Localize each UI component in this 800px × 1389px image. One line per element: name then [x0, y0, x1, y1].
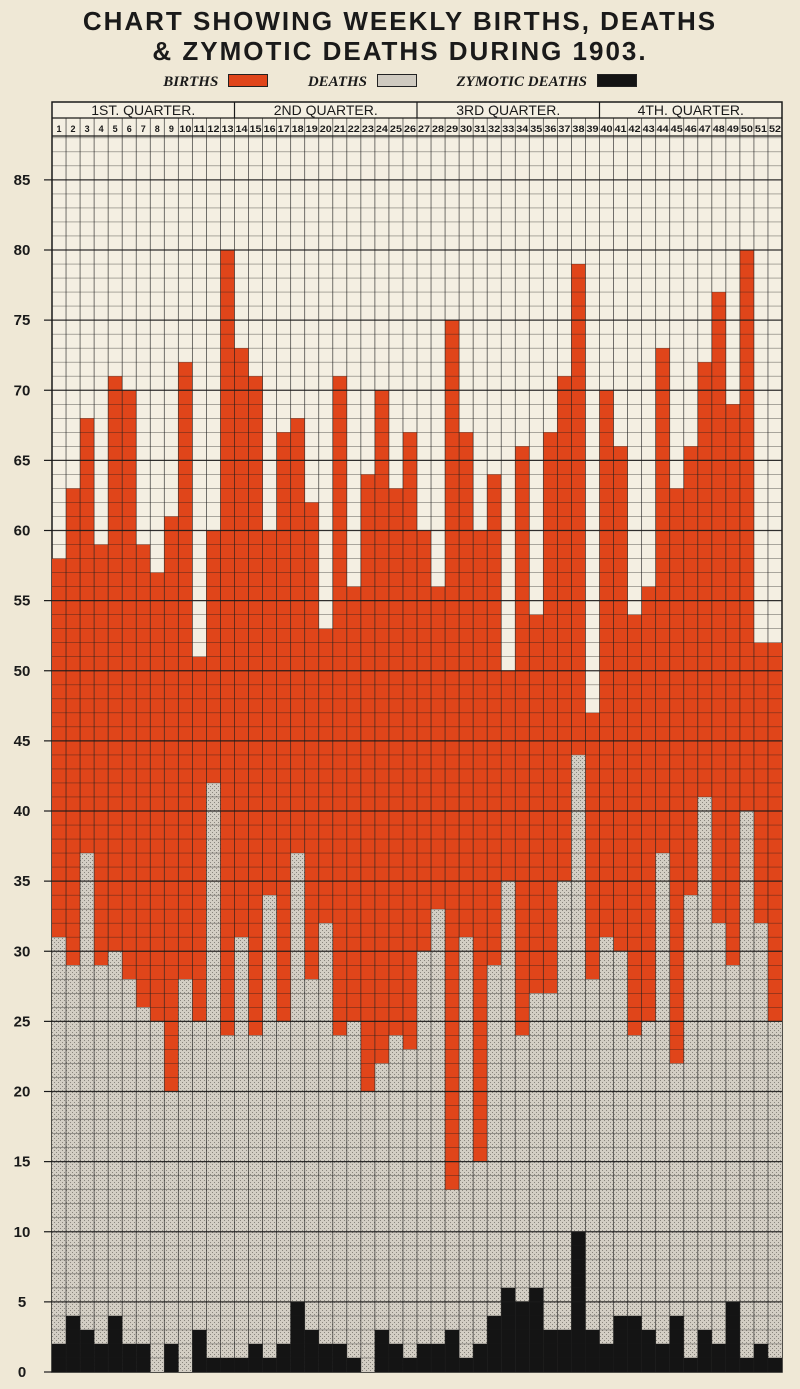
zymotic-deaths-bar	[263, 1358, 277, 1372]
zymotic-deaths-bar	[585, 1330, 599, 1372]
week-label: 11	[193, 124, 206, 134]
births-bar	[670, 488, 684, 1063]
zymotic-deaths-bar	[642, 1330, 656, 1372]
week-label: 48	[712, 124, 725, 134]
y-tick-label: 45	[13, 732, 31, 750]
week-label: 25	[389, 124, 402, 134]
week-label: 40	[600, 124, 613, 134]
births-bar	[136, 545, 150, 1008]
week-label: 17	[277, 124, 290, 134]
deaths-bar	[768, 1021, 782, 1372]
zymotic-deaths-bar	[726, 1302, 740, 1372]
zymotic-deaths-bar	[192, 1330, 206, 1372]
deaths-bar	[150, 1021, 164, 1372]
week-label: 35	[530, 124, 543, 134]
y-tick-label: 0	[17, 1364, 27, 1381]
week-label: 14	[235, 124, 248, 134]
week-label: 31	[474, 124, 487, 134]
y-tick-label: 25	[13, 1013, 31, 1031]
week-label: 52	[768, 124, 781, 134]
y-tick-label: 60	[13, 522, 31, 540]
y-tick-label: 30	[13, 943, 31, 961]
zymotic-deaths-bar	[740, 1358, 754, 1372]
week-label: 22	[347, 124, 360, 134]
zymotic-deaths-bar	[515, 1302, 529, 1372]
deaths-bar	[94, 965, 108, 1372]
births-bar	[585, 713, 599, 979]
zymotic-deaths-bar	[80, 1330, 94, 1372]
week-label: 21	[333, 124, 346, 134]
births-bar	[487, 474, 501, 965]
births-bar	[333, 376, 347, 1035]
quarter-label: 2ND QUARTER.	[273, 102, 378, 118]
y-tick-label: 40	[13, 803, 31, 820]
deaths-bar	[473, 1162, 487, 1372]
births-bar	[108, 376, 122, 951]
week-label: 51	[754, 124, 767, 134]
births-bar	[347, 587, 361, 1022]
week-label: 18	[291, 124, 304, 134]
births-bar	[52, 559, 66, 938]
births-bar	[642, 587, 656, 1022]
week-label: 50	[740, 124, 753, 134]
deaths-bar	[487, 965, 501, 1372]
week-label: 7	[140, 124, 146, 134]
zymotic-deaths-bar	[445, 1330, 459, 1372]
y-tick-label: 50	[13, 662, 31, 680]
week-label: 45	[670, 124, 683, 134]
week-label: 1	[56, 124, 62, 134]
births-bar	[249, 376, 263, 1035]
deaths-bar	[642, 1021, 656, 1372]
week-label: 12	[207, 124, 220, 134]
zymotic-deaths-bar	[235, 1358, 249, 1372]
deaths-bar	[656, 853, 670, 1372]
y-tick-label: 70	[13, 382, 31, 400]
week-label: 33	[502, 124, 515, 134]
week-label: 26	[403, 124, 416, 134]
y-tick-label: 80	[13, 242, 31, 259]
week-label: 42	[628, 124, 641, 134]
y-tick-label: 15	[13, 1153, 31, 1171]
week-label: 4	[98, 124, 104, 134]
week-label: 47	[698, 124, 711, 134]
chart-title-line-1: CHART SHOWING WEEKLY BIRTHS, DEATHS	[82, 6, 718, 36]
deaths-bar	[347, 1021, 361, 1372]
zymotic-deaths-bar	[347, 1358, 361, 1372]
y-tick-label: 75	[13, 312, 31, 330]
deaths-bar	[52, 937, 66, 1372]
births-bar	[291, 418, 305, 853]
week-label: 29	[446, 124, 459, 134]
deaths-bar	[557, 881, 571, 1372]
births-bar	[389, 488, 403, 1035]
zymotic-deaths-bar	[768, 1358, 782, 1372]
births-bar	[768, 643, 782, 1022]
deaths-bar	[698, 797, 712, 1372]
week-label: 6	[126, 124, 132, 134]
week-label: 36	[544, 124, 557, 134]
week-label: 30	[460, 124, 473, 134]
deaths-bar	[235, 937, 249, 1372]
week-label: 37	[558, 124, 571, 134]
y-tick-label: 85	[13, 171, 31, 189]
week-label: 24	[375, 124, 388, 134]
deaths-bar	[80, 853, 94, 1372]
births-bar	[529, 615, 543, 994]
week-label: 49	[726, 124, 739, 134]
deaths-bar	[66, 965, 80, 1372]
deaths-bar	[277, 1021, 291, 1372]
legend-label-births: BIRTHS	[163, 74, 219, 90]
zymotic-deaths-bar	[375, 1330, 389, 1372]
week-label: 10	[179, 124, 192, 134]
quarter-label: 4TH. QUARTER.	[637, 102, 744, 118]
week-label: 2	[70, 124, 76, 134]
zymotic-deaths-bar	[291, 1302, 305, 1372]
week-label: 13	[221, 124, 234, 134]
zymotic-deaths-bar	[543, 1330, 557, 1372]
week-label: 3	[84, 124, 90, 134]
zymotic-deaths-bar	[698, 1330, 712, 1372]
deaths-bar	[291, 853, 305, 1372]
week-label: 38	[572, 124, 585, 134]
zymotic-deaths-bar	[305, 1330, 319, 1372]
week-label: 28	[432, 124, 445, 134]
births-bar	[431, 587, 445, 910]
births-bar	[164, 516, 178, 1091]
y-tick-label: 35	[13, 873, 31, 891]
zymotic-deaths-bar	[403, 1358, 417, 1372]
week-label: 43	[642, 124, 655, 134]
deaths-bar	[459, 937, 473, 1372]
deaths-bar	[543, 993, 557, 1372]
week-label: 19	[305, 124, 318, 134]
week-label: 41	[614, 124, 627, 134]
deaths-bar	[403, 1049, 417, 1372]
week-label: 46	[684, 124, 697, 134]
zymotic-deaths-bar	[459, 1358, 473, 1372]
y-tick-label: 65	[13, 452, 31, 470]
quarter-label: 3RD QUARTER.	[456, 102, 561, 118]
y-tick-label: 20	[13, 1083, 31, 1101]
week-label: 20	[319, 124, 332, 134]
week-label: 34	[516, 124, 529, 134]
week-label: 8	[154, 124, 160, 134]
births-bar	[501, 671, 515, 881]
week-label: 16	[263, 124, 276, 134]
quarter-label: 1ST. QUARTER.	[91, 102, 196, 118]
zymotic-deaths-bar	[557, 1330, 571, 1372]
births-bar	[571, 264, 585, 755]
chart-title-line-2: & ZYMOTIC DEATHS DURING 1903.	[152, 36, 648, 66]
births-bar	[473, 531, 487, 1162]
y-tick-label: 5	[17, 1293, 27, 1311]
deaths-bar	[431, 909, 445, 1372]
week-label: 44	[656, 124, 669, 134]
legend-label-deaths: DEATHS	[307, 74, 368, 90]
week-label: 9	[168, 124, 174, 134]
deaths-bar	[192, 1021, 206, 1372]
births-bar	[600, 390, 614, 937]
week-label: 15	[249, 124, 262, 134]
week-label: 5	[112, 124, 118, 134]
y-tick-label: 10	[13, 1223, 31, 1241]
zymotic-deaths-bar	[206, 1358, 220, 1372]
zymotic-deaths-bar	[220, 1358, 234, 1372]
week-label: 23	[361, 124, 374, 134]
week-label: 27	[418, 124, 431, 134]
deaths-bar	[600, 937, 614, 1372]
births-bar	[698, 362, 712, 797]
births-bar	[80, 418, 94, 853]
births-bar	[319, 629, 333, 924]
legend-label-zymotic-deaths: ZYMOTIC DEATHS	[456, 74, 587, 90]
week-label: 39	[586, 124, 599, 134]
zymotic-deaths-bar	[684, 1358, 698, 1372]
births-bar	[712, 292, 726, 923]
week-label: 32	[488, 124, 501, 134]
y-tick-label: 55	[13, 592, 31, 610]
